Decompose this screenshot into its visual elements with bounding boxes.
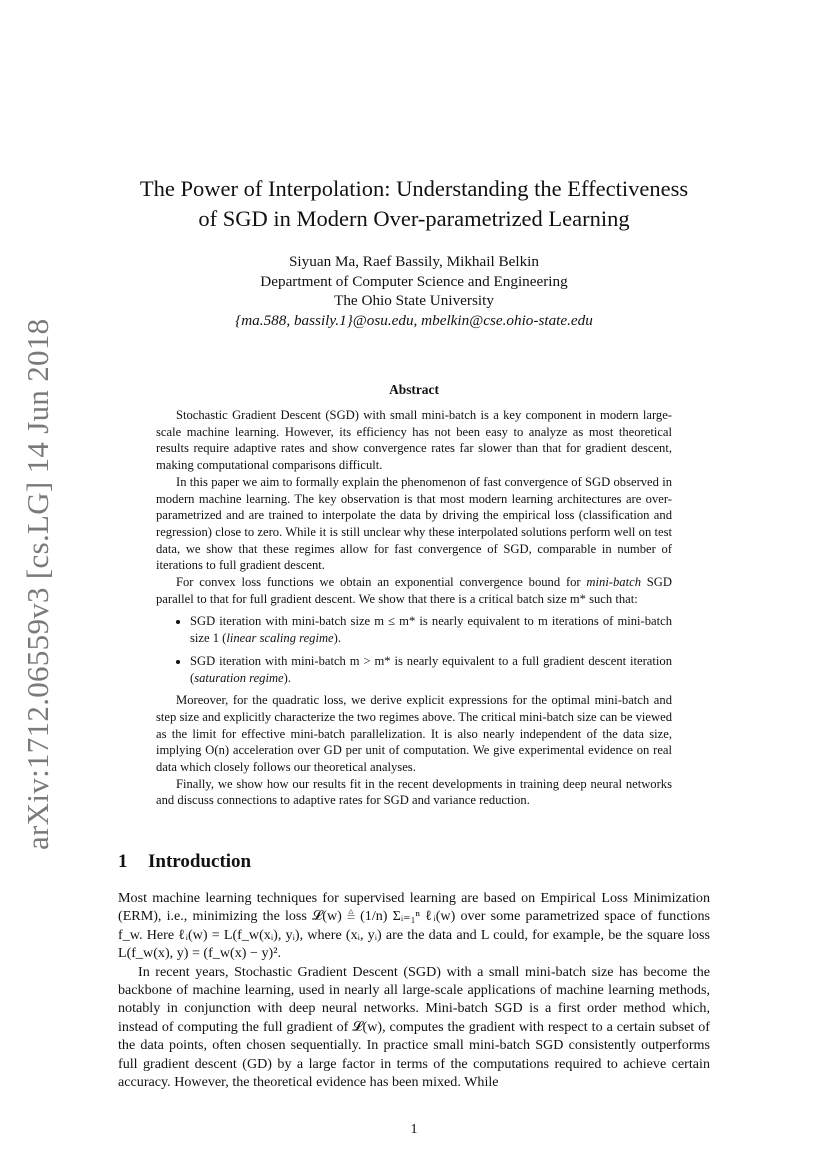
author-department: Department of Computer Science and Engineering xyxy=(260,272,568,290)
section-title: Introduction xyxy=(148,851,252,872)
body-paragraph: In recent years, Stochastic Gradient Descent (SGD) with a small mini-batch size has become the backbone of machine learning, used in nearly all large-scale applications of machine learning methods, notably in conjunction with deep neural networks. Mini-batch SGD is a first order method which, instead of computing the full gradient of 𝓛(w), computes the gradient with respect to a certain subset of the data points, often chosen sequentially. In practice small mini-batch SGD consistently outperforms full gradient descent (GD) by a large factor in terms of the computations required to achieve certain accuracy. However, the theoretical evidence has been mixed. While xyxy=(118,963,710,1091)
paper-title xyxy=(100,174,728,234)
title-line-2: of SGD in Modern Over-parametrized Learning xyxy=(198,206,630,231)
page-number: 1 xyxy=(410,1122,418,1137)
abstract-paragraph: Stochastic Gradient Descent (SGD) with small mini-batch is a key component in modern large-scale machine learning. However, its efficiency has not been easy to analyze as most theoretical results require adaptive rates and show convergence rates far slower than that for gradient descent, making computational comparisons difficult. xyxy=(156,408,672,473)
author-block xyxy=(100,252,728,330)
abstract-paragraph: Finally, we show how our results fit in the recent developments in training deep neural networks and discuss connections to adaptive rates for SGD and variance reduction. xyxy=(156,776,672,808)
introduction-body xyxy=(118,889,710,1091)
list-item: • SGD iteration with mini-batch size m ≤ m* is nearly equivalent to m iterations of mini-batch size 1 (linear scaling regime). xyxy=(190,613,672,646)
body-paragraph: Most machine learning techniques for supervised learning are based on Empirical Loss Minimization (ERM), i.e., minimizing the loss 𝓛(w) ≜ (1/n) Σᵢ₌₁ⁿ ℓᵢ(w) over some parametrized space of functions f_w. Here ℓᵢ(w) = L(f_w(xᵢ), yᵢ), where (xᵢ, yᵢ) are the data and L could, for example, be the square loss L(f_w(x), y) = (f_w(x) − y)². xyxy=(118,890,710,962)
abstract-paragraph: For convex loss functions we obtain an exponential convergence bound for mini-batch SGD parallel to that for full gradient descent. We show that there is a critical batch size m* such that: xyxy=(156,575,672,606)
regime-list xyxy=(156,613,672,686)
author-emails: {ma.588, bassily.1}@osu.edu, mbelkin@cse.ohio-state.edu xyxy=(235,311,593,329)
list-item: • SGD iteration with mini-batch m > m* is nearly equivalent to a full gradient descent iteration (saturation regime). xyxy=(190,653,672,686)
abstract-paragraph: In this paper we aim to formally explain the phenomenon of fast convergence of SGD observed in modern machine learning. The key observation is that most modern learning architectures are over-parametrized and are trained to interpolate the data by driving the empirical loss (classification and regression) close to zero. While it is still unclear why these interpolated solutions perform well on test data, we show that these regimes allow for fast convergence of SGD, comparable in number of iterations to full gradient descent. xyxy=(156,474,672,573)
author-names: Siyuan Ma, Raef Bassily, Mikhail Belkin xyxy=(288,253,539,270)
section-number: 1 xyxy=(118,851,128,872)
emphasis-mini-batch: mini-batch xyxy=(586,575,641,590)
title-line-1: The Power of Interpolation: Understanding the Effectiveness xyxy=(139,176,689,201)
abstract-paragraph: Moreover, for the quadratic loss, we derive explicit expressions for the optimal mini-batch and step size and explicitly characterize the two regimes above. The critical mini-batch size can be viewed as the limit for effective mini-batch parallelization. It is also nearly independent of the data size, implying O(n) acceleration over GD per unit of computation. We give experimental evidence on real data which closely follows our theoretical analyses. xyxy=(156,693,672,775)
arxiv-identifier-stamp: arXiv:1712.06559v3 [cs.LG] 14 Jun 2018 xyxy=(20,318,55,850)
abstract-body xyxy=(156,407,672,809)
author-university: The Ohio State University xyxy=(334,292,494,310)
section-heading xyxy=(118,851,251,873)
abstract-heading: Abstract xyxy=(389,382,439,397)
